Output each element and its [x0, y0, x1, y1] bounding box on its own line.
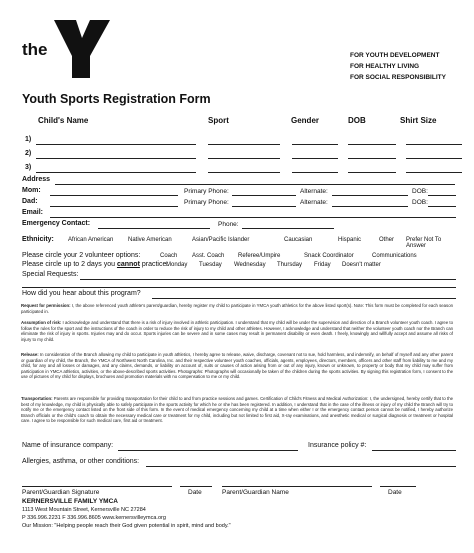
emergency-contact-field[interactable] [98, 228, 210, 229]
dad-dob-field[interactable] [428, 206, 456, 207]
ethnicity-option[interactable]: Hispanic [338, 237, 362, 243]
mom-primary-phone-field[interactable] [232, 195, 296, 196]
insurance-company-field[interactable] [118, 450, 298, 451]
address-label: Address [22, 176, 51, 183]
insurance-policy-field[interactable] [372, 450, 456, 451]
allergies-field[interactable] [146, 466, 456, 467]
volunteer-label: Please circle your 2 volunteer options: [22, 252, 141, 259]
parent-signature-label: Parent/Guardian Signature [22, 489, 100, 496]
insurance-company-label: Name of insurance company: [22, 442, 114, 449]
ethnicity-option[interactable]: Other [379, 237, 395, 243]
signature-date-field[interactable] [180, 486, 212, 487]
dob-field[interactable] [348, 158, 396, 159]
risk-paragraph [21, 320, 453, 342]
shirt-size-field[interactable] [406, 172, 462, 173]
address-field[interactable] [55, 184, 455, 185]
ymca-y-icon [50, 18, 112, 80]
dob-field[interactable] [348, 144, 396, 145]
cannot-practice-label-post: practice: [139, 261, 169, 268]
emergency-phone-label: Phone: [218, 221, 239, 228]
volunteer-option[interactable]: Communications [372, 253, 417, 259]
practice-day-option[interactable]: Tuesday [199, 262, 222, 268]
practice-day-option[interactable]: Friday [314, 262, 331, 268]
child-name-field[interactable] [36, 144, 196, 145]
cannot-practice-label-underline: cannot [116, 261, 140, 268]
logo-word: the [22, 40, 48, 59]
mom-dob-field[interactable] [428, 195, 456, 196]
parent-name-field[interactable] [222, 486, 372, 487]
emergency-contact-label: Emergency Contact: [22, 220, 91, 227]
sport-field[interactable] [208, 144, 280, 145]
mom-alternate-field[interactable] [332, 195, 408, 196]
child-row [22, 162, 462, 174]
col-gender: Gender [291, 116, 320, 125]
logo-brand: YMCA [93, 54, 99, 67]
footer-address: 1113 West Mountain Street, Kernersville NC 27284 [22, 507, 146, 513]
name-date-field[interactable] [380, 486, 416, 487]
dad-name-field[interactable] [50, 206, 178, 207]
ethnicity-option[interactable]: African American [68, 237, 114, 243]
special-requests-label: Special Requests: [22, 271, 79, 278]
ethnicity-label: Ethnicity: [22, 236, 54, 243]
form-title: Youth Sports Registration Form [22, 92, 211, 106]
sport-field[interactable] [208, 172, 280, 173]
col-dob: DOB [348, 116, 366, 125]
shirt-size-field[interactable] [406, 158, 462, 159]
sport-field[interactable] [208, 158, 280, 159]
mom-primary-phone-label: Primary Phone: [184, 188, 229, 195]
footer-mission: Our Mission: "Helping people reach their God given potential in spirit, mind and body." [22, 523, 231, 529]
insurance-policy-label: Insurance policy #: [308, 442, 367, 449]
child-name-field[interactable] [36, 172, 196, 173]
emergency-phone-field[interactable] [242, 228, 334, 229]
ethnicity-option[interactable]: Caucasian [284, 237, 313, 243]
parent-name-label: Parent/Guardian Name [222, 489, 289, 496]
hear-about-label: How did you hear about this program? [22, 290, 141, 297]
footer-org: KERNERSVILLE FAMILY YMCA [22, 498, 118, 505]
dad-primary-phone-field[interactable] [232, 206, 296, 207]
transportation-paragraph [21, 396, 453, 424]
col-sport: Sport [208, 116, 229, 125]
practice-day-option[interactable]: Monday [166, 262, 188, 268]
gender-field[interactable] [292, 172, 338, 173]
cannot-practice-row [22, 261, 462, 271]
hear-about-field[interactable] [152, 298, 456, 299]
tagline-line: FOR HEALTHY LIVING [350, 63, 420, 70]
practice-day-option[interactable]: Doesn't matter [342, 262, 381, 268]
footer-phone: P 336.996.2231 F 336.996.8605 www.kernersvilleymca.org [22, 515, 166, 521]
ymca-logo [22, 18, 122, 80]
mom-alternate-label: Alternate: [300, 188, 328, 195]
row-number: 1) [25, 136, 32, 143]
child-row [22, 134, 462, 146]
email-label: Email: [22, 209, 44, 216]
volunteer-option[interactable]: Coach [160, 253, 178, 259]
release-heading: Release: [21, 352, 39, 357]
col-child-name: Child's Name [38, 116, 89, 125]
tagline-line: FOR YOUTH DEVELOPMENT [350, 52, 440, 59]
special-requests-field[interactable] [80, 279, 456, 280]
dad-alternate-label: Alternate: [300, 199, 328, 206]
ethnicity-option[interactable]: Asian/Pacific Islander [192, 237, 250, 243]
dad-alternate-field[interactable] [332, 206, 408, 207]
signature-date-label: Date [188, 489, 202, 496]
mom-dob-label: DOB: [412, 188, 428, 195]
volunteer-option[interactable]: Referee/Umpire [238, 253, 281, 259]
child-row [22, 148, 462, 160]
footer [22, 497, 231, 530]
transportation-text: Parents are responsible for providing transportation for their child to and from practice sessions and games. Certification of Child's Fitness and Medical Authorization: I, the undersigned, hereby certify that to the best of my knowledge, my child is physically able to safely participate in the sports activity for which he or she has been registered. In addition, I understand that in the case of the illness or injury of my child the Branch will try to notify me or the emergency contact listed on the front side of this form. In the event of medical emergency concerning my child at a time when either I or the emergency contact person cannot be notified, I hereby authorize Branch officials or the child's coach to obtain the necessary medical care or treatment for my child, including but not limited to first aid, X-ray examinations, and anesthetic medical or surgical diagnosis or treatment or hospital care. I agree to be responsible for such medical care, first aid or treatment. [21, 396, 453, 424]
release-paragraph [21, 352, 453, 380]
mom-label: Mom: [22, 187, 41, 194]
practice-day-option[interactable]: Wednesday [234, 262, 266, 268]
volunteer-option[interactable]: Asst. Coach [192, 253, 225, 259]
parent-signature-field[interactable] [22, 486, 172, 487]
volunteer-option[interactable]: Snack Coordinator [304, 253, 354, 259]
row-number: 3) [25, 164, 32, 171]
tagline-line: FOR SOCIAL RESPONSIBILITY [350, 74, 446, 81]
risk-text: I acknowledge and understand that there is a risk of injury involved in athletic participation. I understand that my child will be under the supervision and direction of a Branch volunteer youth coach. I agree to follow the rules for the sport and the instructions of the coach in order to reduce the risk of injury to my child and other athletes. However, I acknowledge and understand that neither the volunteer youth coach nor the Branch can eliminate the risk of injury in sports. Injuries may and do occur. Sports injuries can be severe and in some cases may result in permanent disability or even death. I freely, knowingly and willfully accept and assume all risks of injury to my child. [21, 320, 453, 342]
practice-day-option[interactable]: Thursday [277, 262, 303, 268]
permission-paragraph [21, 303, 453, 314]
shirt-size-field[interactable] [406, 144, 462, 145]
col-shirt-size: Shirt Size [400, 116, 437, 125]
allergies-label: Allergies, asthma, or other conditions: [22, 458, 140, 465]
gender-field[interactable] [292, 158, 338, 159]
ethnicity-row [22, 236, 462, 249]
mom-name-field[interactable] [50, 195, 178, 196]
transportation-heading: Transportation: [21, 396, 53, 401]
ethnicity-option[interactable]: Prefer Not To Answer [406, 237, 442, 249]
special-requests-field-2[interactable] [22, 287, 456, 288]
gender-field[interactable] [292, 144, 338, 145]
risk-heading: Assumption of risk: [21, 320, 62, 325]
dad-dob-label: DOB: [412, 199, 428, 206]
name-date-label: Date [388, 489, 402, 496]
release-text: In consideration of the Branch allowing my child to participate in youth athletics, I hereby agree to release, waive, discharge, covenant not to sue, hold harmless, and indemnify, on behalf of myself and any other parent or guardian of my child, the Branch, the YMCA of Northwest North Carolina, Inc. and their respective volunteer youth coaches, officials, agents, employees, directors, members, officers and other staff from liability to me and my child, for any and all losses or damages, and any claims, demands, or liability on account of, suits or causes of action arising from or out of any injury, known or unknown, to property or body that my child may suffer from participation in YMCA athletics, activities, or the above-described sports activities. Photographs: Photographs will occasionally be taken of the children during the sports activities. By signing this registration form, I consent to the use of pictures of my child for displays, brochures and promotion materials with no compensation to me or my child. [21, 352, 453, 380]
cannot-practice-label [22, 261, 168, 268]
permission-heading: Request for permission: [21, 303, 71, 308]
dad-primary-phone-label: Primary Phone: [184, 199, 229, 206]
tagline [350, 50, 446, 83]
email-field[interactable] [50, 217, 456, 218]
dob-field[interactable] [348, 172, 396, 173]
cannot-practice-label-pre: Please circle up to 2 days you [22, 261, 117, 268]
permission-text: I, the above referenced youth athlete's parent/guardian, hereby register my child to participate in YMCA youth athletics for the above listed sport(s). Note: This form must be completed for each season participated in. [21, 303, 453, 314]
row-number: 2) [25, 150, 32, 157]
ethnicity-option[interactable]: Native American [128, 237, 172, 243]
dad-label: Dad: [22, 198, 38, 205]
child-name-field[interactable] [36, 158, 196, 159]
